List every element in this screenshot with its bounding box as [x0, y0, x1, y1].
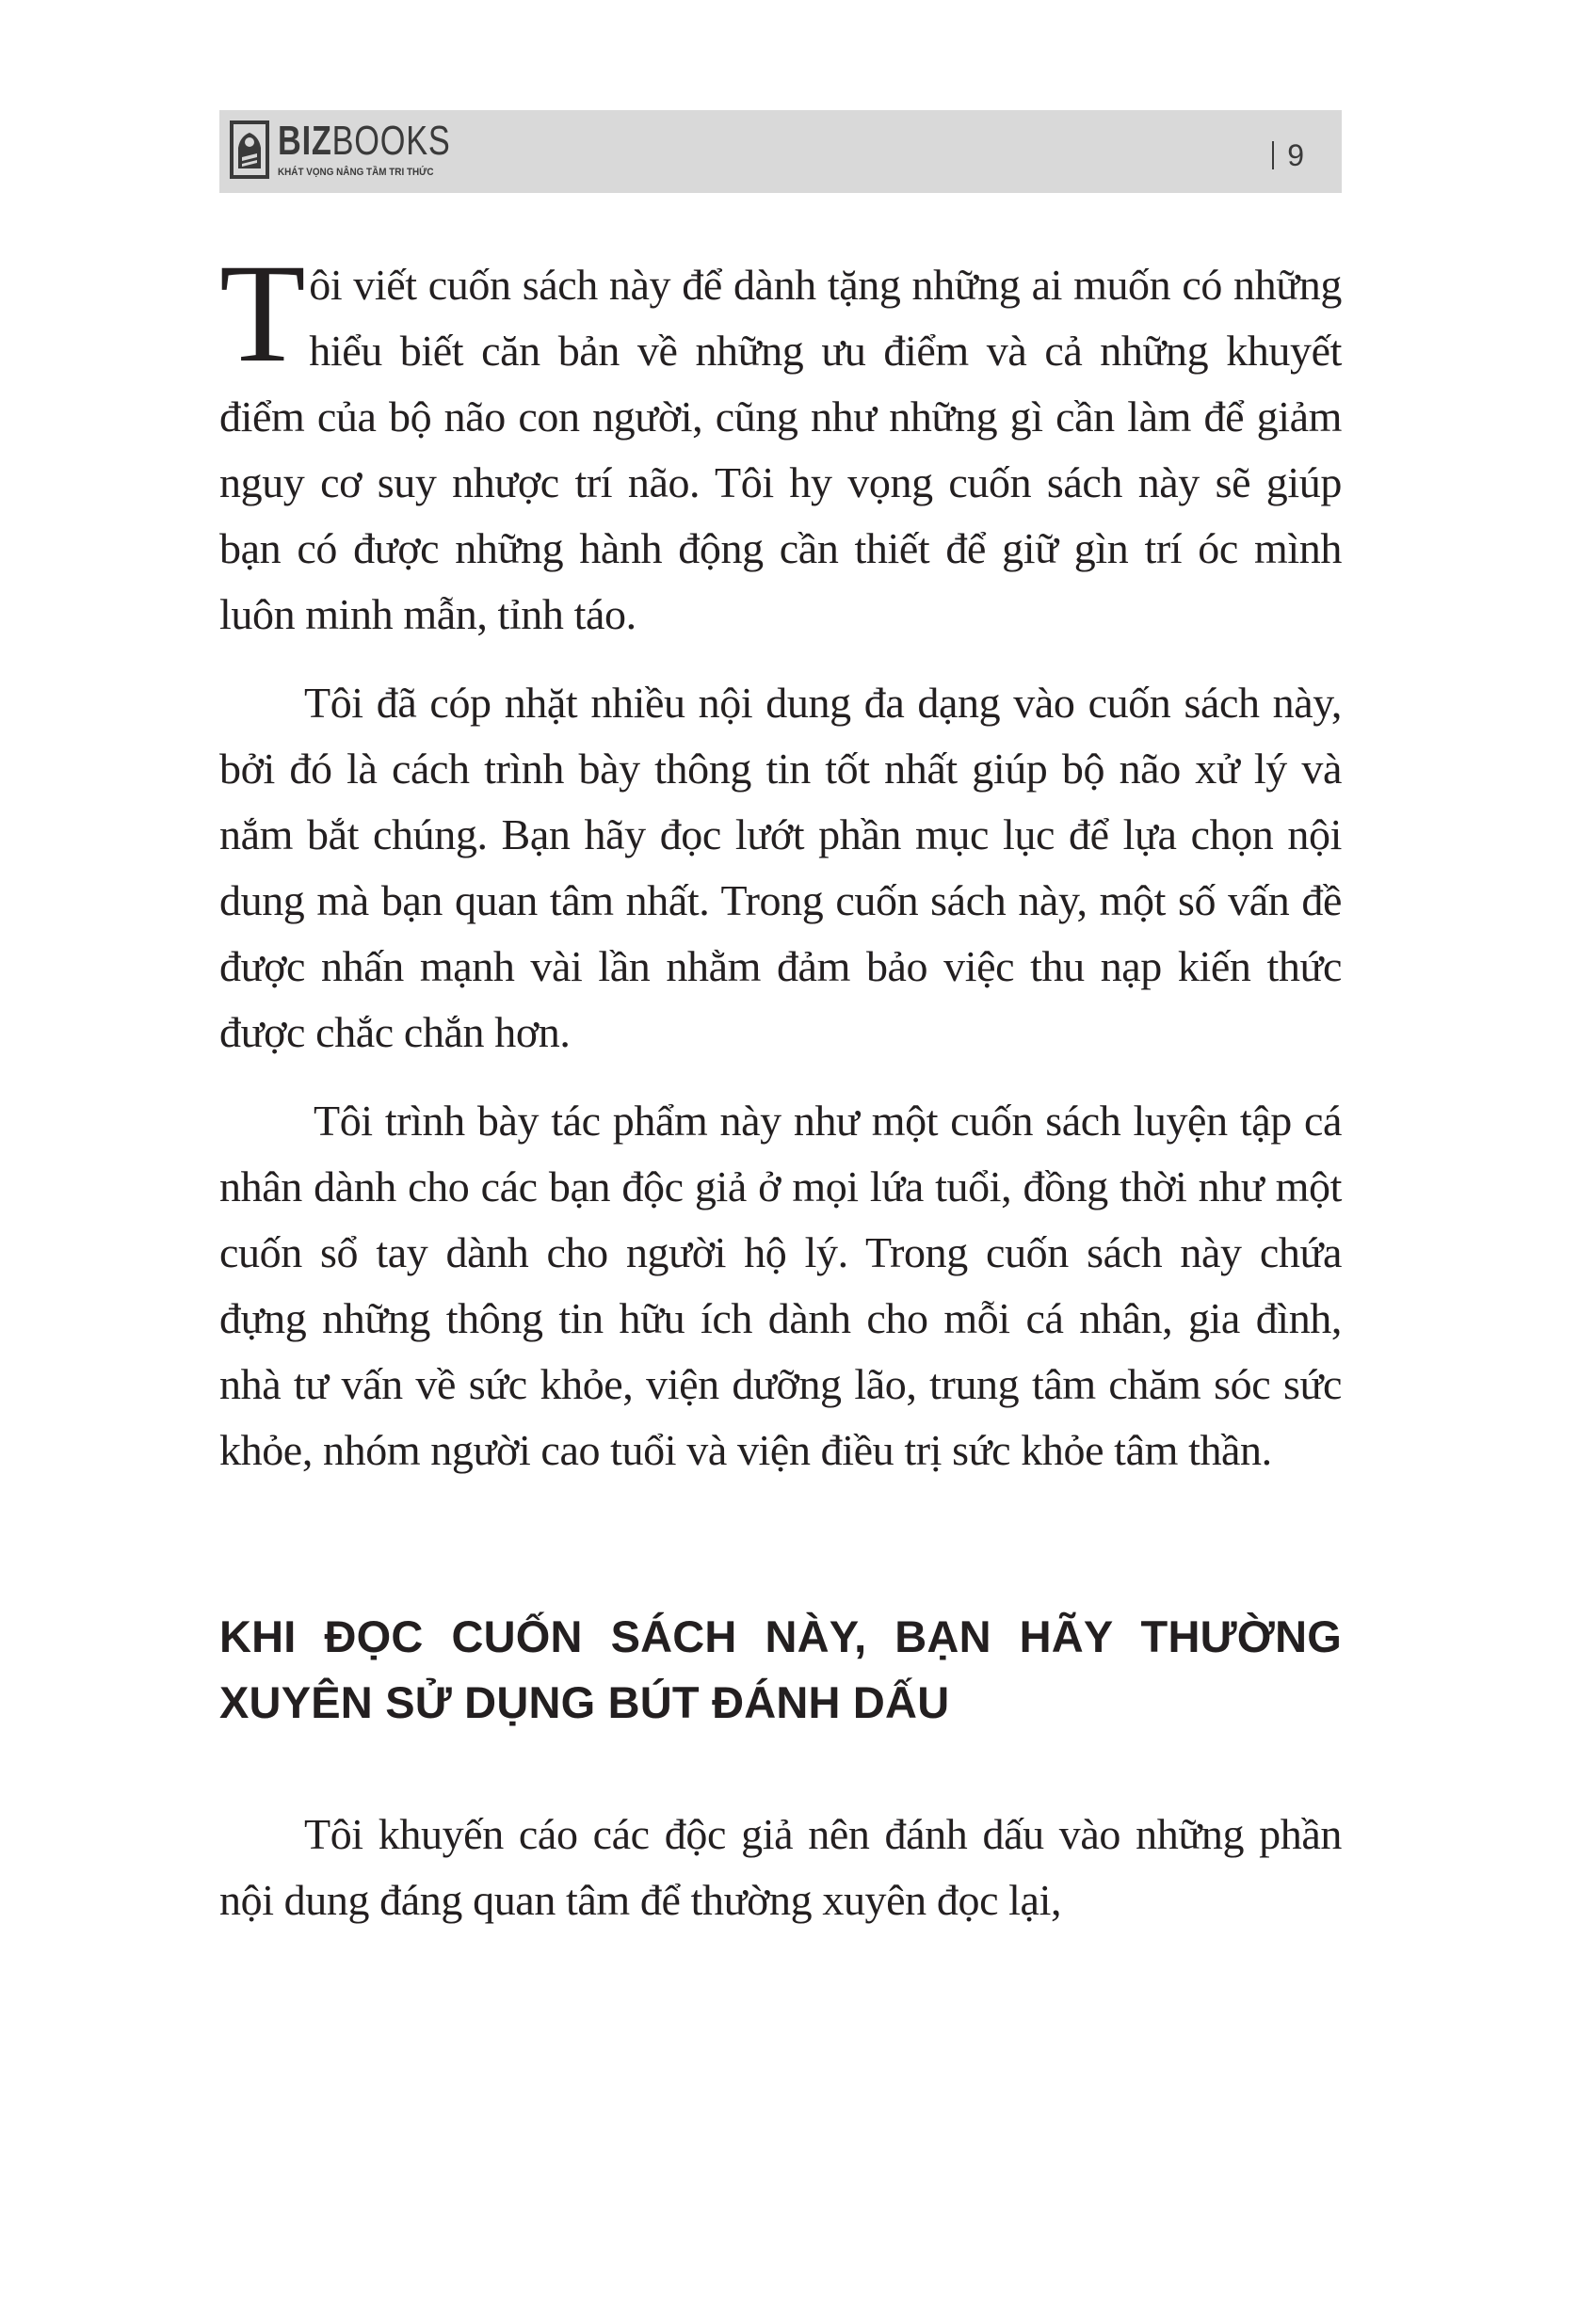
- bizbooks-logo: [229, 120, 499, 180]
- page-body: [219, 235, 1342, 1933]
- page-number: [1272, 136, 1304, 174]
- brand-tagline: KHÁT VỌNG NÂNG TẦM TRI THỨC: [278, 167, 434, 178]
- page-number-separator: [1272, 141, 1274, 169]
- paragraph-intro-text: ôi viết cuốn sách này để dành tặng những ai muốn có những hiểu biết căn bản về những ưu điểm và cả những khuyết điểm của bộ não con người, cũng như những gì cần làm để giảm nguy cơ suy nhược trí não. Tôi hy vọng cuốn sách này sẽ giúp bạn có được những hành động cần thiết để giữ gìn trí óc mình luôn minh mẫn, tỉnh táo.: [219, 261, 1342, 638]
- paragraph: Tôi đã cóp nhặt nhiều nội dung đa dạng vào cuốn sách này, bởi đó là cách trình bày thông tin tốt nhất giúp bộ não xử lý và nắm bắt chúng. Bạn hãy đọc lướt phần mục lục để lựa chọn nội dung mà bạn quan tâm nhất. Trong cuốn sách này, một số vấn đề được nhấn mạnh vài lần nhằm đảm bảo việc thu nạp kiến thức được chắc chắn hơn.: [219, 679, 1342, 1056]
- page-header: [219, 110, 1342, 193]
- brand-name: BIZBOOKS: [278, 118, 451, 164]
- page-number-value: 9: [1287, 138, 1304, 172]
- paragraph: Tôi trình bày tác phẩm này như một cuốn sách luyện tập cá nhân dành cho các bạn độc giả ở mọi lứa tuổi, đồng thời như một cuốn sổ tay dành cho người hộ lý. Trong cuốn sách này chứa đựng những thông tin hữu ích dành cho mỗi cá nhân, gia đình, nhà tư vấn về sức khỏe, viện dưỡng lão, trung tâm chăm sóc sức khỏe, nhóm người cao tuổi và viện điều trị sức khỏe tâm thần.: [219, 1097, 1342, 1474]
- drop-cap: T: [219, 235, 306, 392]
- paragraph-intro: [219, 235, 1342, 648]
- section-heading: KHI ĐỌC CUỐN SÁCH NÀY, BẠN HÃY THƯỜNG XUYÊN SỬ DỤNG BÚT ĐÁNH DẤU: [219, 1611, 1342, 1727]
- bizbooks-logo-icon: [229, 120, 270, 180]
- paragraph: Tôi khuyến cáo các độc giả nên đánh dấu vào những phần nội dung đáng quan tâm để thường xuyên đọc lại,: [219, 1810, 1342, 1924]
